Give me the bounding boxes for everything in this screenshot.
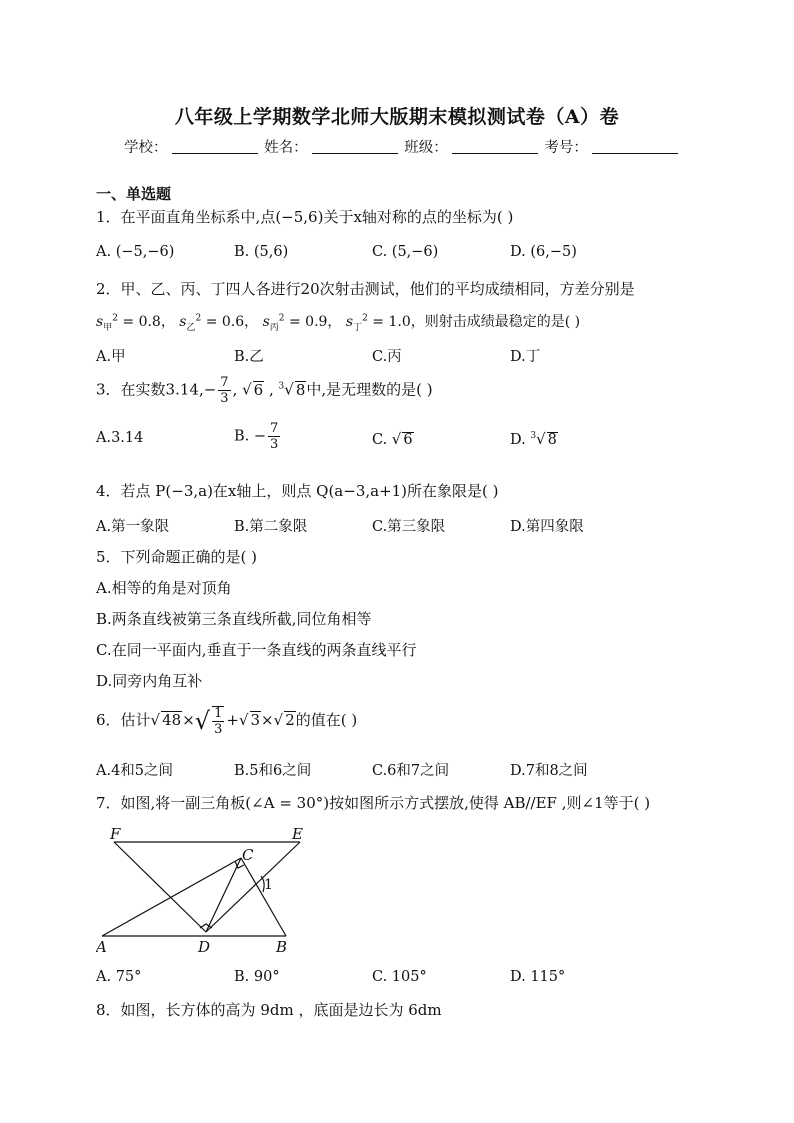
q5-option-c[interactable]: C.在同一平面内,垂直于一条直线的两条直线平行 bbox=[96, 641, 417, 659]
q1-option-d[interactable]: D. (6,−5) bbox=[510, 244, 577, 260]
q7-option-a[interactable]: A. 75° bbox=[96, 969, 142, 985]
subscript-ding: 丁 bbox=[353, 322, 363, 333]
q3-b-numerator: 7 bbox=[270, 421, 279, 436]
q5-option-b[interactable]: B.两条直线被第三条直线所截,同位角相等 bbox=[96, 610, 372, 628]
q3-cube-index: 3 bbox=[278, 381, 285, 392]
question-2-tail: ，则射击成绩最稳定的是( ) bbox=[410, 314, 581, 330]
exam-title: 八年级上学期数学北师大版期末模拟测试卷（A）卷 bbox=[174, 106, 620, 128]
school-blank[interactable] bbox=[172, 139, 258, 154]
variance-bing: = 0.9， bbox=[288, 314, 342, 330]
question-1: 1．在平面直角坐标系中,点(−5,6)关于x轴对称的点的坐标为( ) bbox=[96, 208, 514, 226]
q3-d-index: 3 bbox=[530, 431, 537, 442]
segment-cd bbox=[206, 858, 241, 932]
q3-sqrt-6: 6 bbox=[253, 380, 264, 399]
name-label: 姓名： bbox=[264, 140, 308, 156]
label-e: E bbox=[292, 825, 303, 843]
question-3: 3．在实数3.14,− $\frac{7}{3}$ , √ 6 , $^3$√ 8中,是无理数的是( ) bbox=[96, 375, 433, 406]
q1-option-a[interactable]: A. (−5,−6) bbox=[96, 244, 175, 260]
q3-sep: , bbox=[264, 380, 279, 399]
label-b: B bbox=[276, 938, 288, 956]
segment-fd bbox=[114, 842, 206, 932]
q7-option-c[interactable]: C. 105° bbox=[372, 969, 427, 985]
q6-sqrt-2: 2 bbox=[285, 711, 295, 729]
q6-option-d[interactable]: D.7和8之间 bbox=[510, 763, 588, 779]
q6-post: 的值在( ) bbox=[295, 711, 358, 729]
q2-option-d[interactable]: D.丁 bbox=[510, 349, 541, 365]
q3-option-b-prefix: B. − bbox=[234, 428, 267, 445]
q1-option-b[interactable]: B. (5,6) bbox=[234, 244, 289, 260]
q3-d-radicand: 8 bbox=[547, 432, 557, 448]
q3-fraction bbox=[218, 376, 230, 405]
q6-denominator: 3 bbox=[214, 722, 223, 737]
question-7: 7．如图,将一副三角板(∠A = 30°)按如图所示方式摆放,使得 AB//EF ,则∠1等于( ) bbox=[96, 794, 651, 812]
q3-post: 中,是无理数的是( ) bbox=[306, 380, 433, 399]
q6-sqrt-3: 3 bbox=[250, 711, 261, 729]
question-5: 5．下列命题正确的是( ) bbox=[96, 548, 258, 566]
q2-option-c[interactable]: C.丙 bbox=[372, 349, 402, 365]
q6-numerator: 1 bbox=[214, 706, 223, 721]
q7-option-b[interactable]: B. 90° bbox=[234, 969, 280, 985]
variance-yi: = 0.6， bbox=[205, 314, 259, 330]
q6-option-c[interactable]: C.6和7之间 bbox=[372, 763, 450, 779]
q4-option-c[interactable]: C.第三象限 bbox=[372, 519, 446, 535]
q3-c-radicand: 6 bbox=[403, 432, 413, 448]
variance-ding: = 1.0 bbox=[372, 314, 411, 330]
exam-no-blank[interactable] bbox=[592, 139, 678, 154]
q3-comma: , bbox=[232, 380, 243, 399]
q6-fraction bbox=[212, 706, 224, 736]
q5-option-d[interactable]: D.同旁内角互补 bbox=[96, 672, 203, 690]
q3-denominator: 3 bbox=[220, 391, 229, 406]
q4-option-b[interactable]: B.第二象限 bbox=[234, 519, 308, 535]
question-4: 4．若点 P(−3,a)在x轴上，则点 Q(a−3,a+1)所在象限是( ) bbox=[96, 482, 499, 500]
q3-option-d[interactable]: D. $^3$√ 8 bbox=[510, 430, 557, 448]
section-heading: 一、单选题 bbox=[96, 185, 172, 203]
exam-no-label: 考号： bbox=[544, 140, 588, 156]
q6-times-2: × bbox=[261, 711, 274, 729]
school-label: 学校： bbox=[124, 140, 168, 156]
question-2-line1: 2．甲、乙、丙、丁四人各进行20次射击测试，他们的平均成绩相同，方差分别是 bbox=[96, 280, 635, 298]
segment-cb bbox=[241, 858, 286, 936]
q3-option-a[interactable]: A.3.14 bbox=[96, 430, 144, 446]
label-d: D bbox=[198, 938, 211, 956]
question-6: 6．估计√ 48×√ $\frac{1}{3}$ +√ 3×√ 2的值在( ) bbox=[96, 706, 358, 737]
q3-option-c-prefix: C. bbox=[372, 432, 392, 448]
student-info-row bbox=[124, 136, 680, 157]
q1-option-c[interactable]: C. (5,−6) bbox=[372, 244, 439, 260]
q3-option-c[interactable]: C. √ 6 bbox=[372, 430, 413, 448]
subscript-bing: 丙 bbox=[269, 322, 279, 333]
question-2-line2: $s_甲^2 = 0.8$， $s_乙^2 = 0.6$， $s_丙^2 = 0.9$， $s_丁^2 = 1.0$，则射击成绩最稳定的是( ) bbox=[96, 313, 581, 333]
q7-option-d[interactable]: D. 115° bbox=[510, 969, 566, 985]
q6-sqrt-48: 48 bbox=[162, 711, 182, 729]
class-blank[interactable] bbox=[452, 139, 538, 154]
label-c: C bbox=[242, 846, 254, 864]
q3-numerator: 7 bbox=[220, 375, 229, 390]
label-a: A bbox=[96, 938, 107, 956]
q4-option-d[interactable]: D.第四象限 bbox=[510, 519, 584, 535]
q3-option-d-prefix: D. bbox=[510, 432, 531, 448]
q2-option-a[interactable]: A.甲 bbox=[96, 349, 126, 365]
label-angle-1: 1 bbox=[264, 877, 273, 893]
q3-option-b[interactable] bbox=[234, 422, 282, 451]
q3-b-denominator: 3 bbox=[270, 437, 279, 452]
label-f: F bbox=[110, 825, 121, 843]
name-blank[interactable] bbox=[312, 139, 398, 154]
q6-times-1: × bbox=[182, 711, 195, 729]
q6-option-b[interactable]: B.5和6之间 bbox=[234, 763, 312, 779]
q6-prefix: 6．估计 bbox=[96, 711, 151, 729]
q2-option-b[interactable]: B.乙 bbox=[234, 349, 264, 365]
triangle-figure bbox=[96, 822, 326, 956]
subscript-yi: 乙 bbox=[186, 322, 196, 333]
q3-cube-root-8: 8 bbox=[295, 380, 306, 399]
q6-plus: + bbox=[226, 711, 239, 729]
q5-option-a[interactable]: A.相等的角是对顶角 bbox=[96, 579, 232, 597]
subscript-jia: 甲 bbox=[103, 322, 113, 333]
q3-prefix: 3．在实数3.14,− bbox=[96, 380, 217, 399]
class-label: 班级： bbox=[404, 140, 448, 156]
variance-jia: = 0.8， bbox=[122, 314, 175, 330]
question-8: 8．如图，长方体的高为 9dm ，底面是边长为 6dm bbox=[96, 1001, 442, 1019]
q4-option-a[interactable]: A.第一象限 bbox=[96, 519, 170, 535]
right-angle-d bbox=[200, 924, 212, 928]
segment-ac bbox=[102, 858, 241, 936]
q6-option-a[interactable]: A.4和5之间 bbox=[96, 763, 174, 779]
